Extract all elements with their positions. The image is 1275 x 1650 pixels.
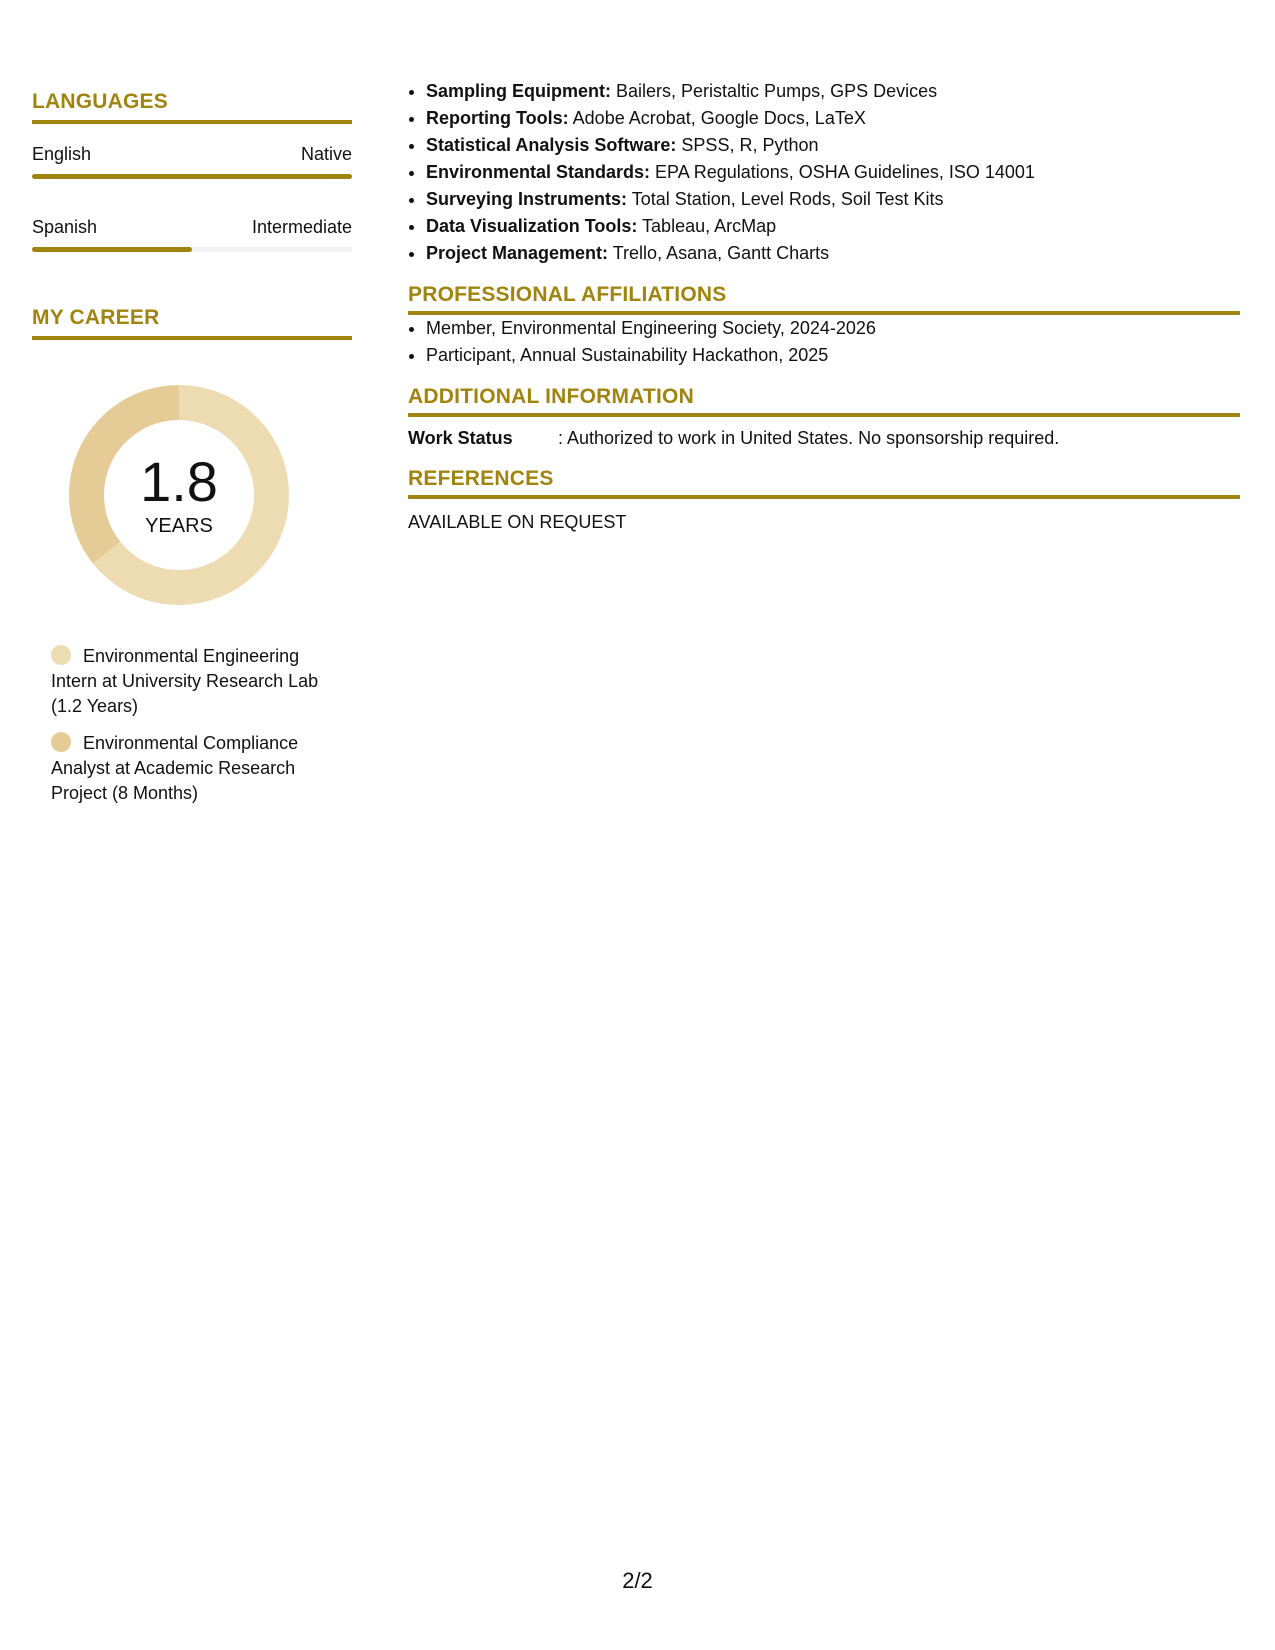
language-name: English xyxy=(32,144,92,164)
skill-value: Trello, Asana, Gantt Charts xyxy=(608,243,830,263)
legend-item xyxy=(51,731,341,806)
work-status-row xyxy=(408,425,1240,451)
language-bar xyxy=(32,174,352,179)
skill-label: Surveying Instruments: xyxy=(426,189,628,209)
skill-item xyxy=(426,186,1240,213)
career-title: MY CAREER xyxy=(32,306,352,340)
skill-label: Sampling Equipment: xyxy=(426,81,612,101)
skill-item xyxy=(426,240,1240,267)
legend-label: Environmental Engineering Intern at University Research Lab (1.2 Years) xyxy=(51,646,319,716)
affiliation-item: • Participant, Annual Sustainability Hackathon, 2025 xyxy=(426,342,1240,369)
skill-item xyxy=(426,213,1240,240)
skill-label: Data Visualization Tools: xyxy=(426,216,638,236)
legend-dot xyxy=(51,645,71,665)
skill-value: SPSS, R, Python xyxy=(676,135,819,155)
career-legend xyxy=(51,644,341,806)
skill-value: Tableau, ArcMap xyxy=(637,216,777,236)
skills-list xyxy=(408,78,1240,267)
skill-value: Adobe Acrobat, Google Docs, LaTeX xyxy=(568,108,866,128)
references-title: REFERENCES xyxy=(408,467,1240,499)
language-bar xyxy=(32,247,352,252)
affiliation-item: • Member, Environmental Engineering Society, 2024-2026 xyxy=(426,315,1240,342)
language-level: Intermediate xyxy=(251,217,352,237)
language-name: Spanish xyxy=(32,217,98,237)
language-bar-fill xyxy=(32,247,192,252)
skill-item xyxy=(426,105,1240,132)
language-level: Native xyxy=(300,144,352,164)
languages-list xyxy=(32,142,352,252)
legend-item xyxy=(51,644,341,719)
career-total-value: 1.8 xyxy=(140,450,218,513)
skill-value: EPA Regulations, OSHA Guidelines, ISO 14001 xyxy=(650,162,1035,182)
career-total-unit: YEARS xyxy=(145,515,213,537)
left-column xyxy=(32,90,352,818)
career-donut-chart xyxy=(66,382,292,608)
skill-label: Project Management: xyxy=(426,243,609,263)
language-item xyxy=(32,215,352,252)
skill-label: Environmental Standards: xyxy=(426,162,651,182)
additional-info-title: ADDITIONAL INFORMATION xyxy=(408,385,1240,417)
work-status-label: Work Status xyxy=(408,428,513,448)
right-column xyxy=(408,78,1240,535)
language-item xyxy=(32,142,352,179)
skill-value: Total Station, Level Rods, Soil Test Kits xyxy=(627,189,944,209)
page-number: 2/2 xyxy=(622,1568,653,1593)
skill-item xyxy=(426,78,1240,105)
work-status-value: : Authorized to work in United States. No sponsorship required. xyxy=(558,428,1060,448)
legend-label: Environmental Compliance Analyst at Academic Research Project (8 Months) xyxy=(51,733,299,803)
skill-label: Statistical Analysis Software: xyxy=(426,135,677,155)
skill-value: Bailers, Peristaltic Pumps, GPS Devices xyxy=(611,81,938,101)
skill-label: Reporting Tools: xyxy=(426,108,569,128)
legend-dot xyxy=(51,732,71,752)
donut-center xyxy=(66,382,292,608)
languages-title: LANGUAGES xyxy=(32,90,352,124)
skill-item xyxy=(426,159,1240,186)
language-row xyxy=(32,215,352,239)
affiliations-title: PROFESSIONAL AFFILIATIONS xyxy=(408,283,1240,315)
references-text: AVAILABLE ON REQUEST xyxy=(408,512,627,532)
language-row xyxy=(32,142,352,166)
affiliations-list xyxy=(408,315,1240,369)
career-section xyxy=(32,306,352,806)
skill-item xyxy=(426,132,1240,159)
language-bar-fill xyxy=(32,174,352,179)
